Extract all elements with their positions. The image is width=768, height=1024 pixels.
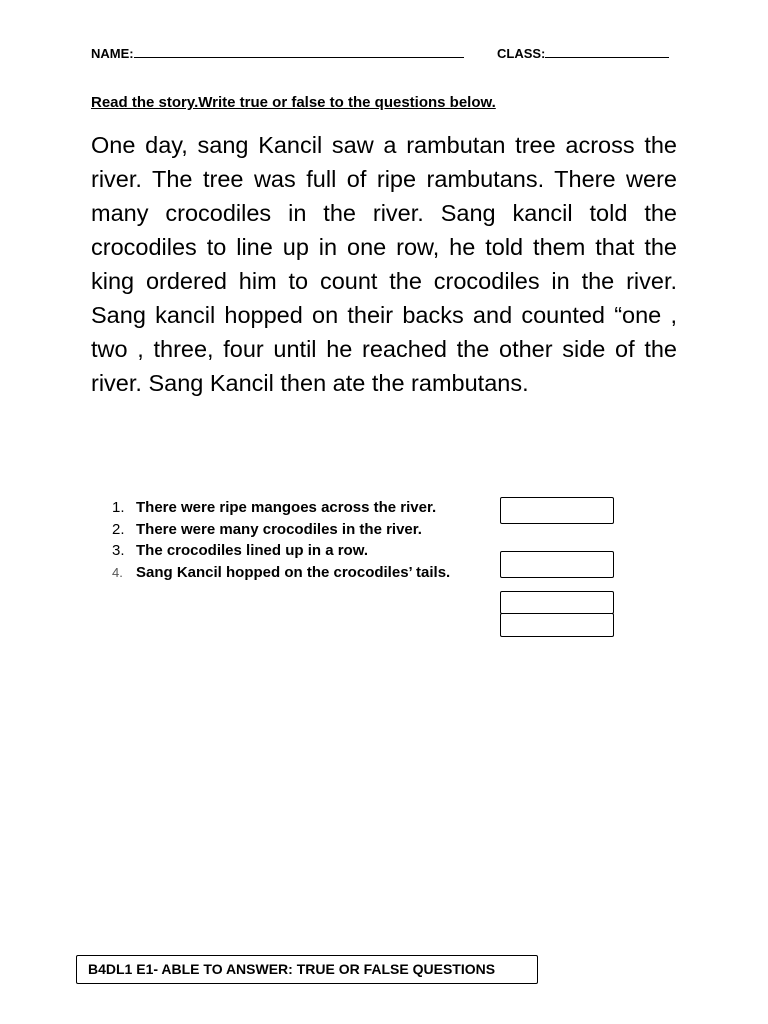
question-text: There were many crocodiles in the river. xyxy=(136,520,422,538)
answer-box-2[interactable] xyxy=(500,551,614,578)
answer-box-3[interactable] xyxy=(500,591,614,614)
answer-box-4[interactable] xyxy=(500,613,614,637)
question-text: The crocodiles lined up in a row. xyxy=(136,542,368,559)
question-text: There were ripe mangoes across the river. xyxy=(136,499,437,516)
question-list xyxy=(112,497,450,583)
name-label: NAME: xyxy=(91,46,134,61)
question-item xyxy=(112,497,450,519)
class-label: CLASS: xyxy=(497,46,546,61)
class-blank-line[interactable] xyxy=(545,45,669,58)
instruction-heading: Read the story.Write true or false to the questions below. xyxy=(91,94,496,111)
question-item xyxy=(112,540,450,562)
question-item xyxy=(112,562,450,584)
student-info-header xyxy=(91,45,681,65)
question-number: 2. xyxy=(112,520,125,538)
story-paragraph: One day, sang Kancil saw a rambutan tree across the river. The tree was full of ripe rambutans. There were many crocodiles in the river. Sang kancil told the crocodiles to line up in one row, he told them that the king ordered him to count the crocodiles in the river. Sang kancil hopped on their backs and counted “one , two , three, four until he reached the other side of the river. Sang Kancil then ate the rambutans. xyxy=(91,132,677,396)
name-blank-line[interactable] xyxy=(134,45,464,58)
learning-standard-label: B4DL1 E1- ABLE TO ANSWER: TRUE OR FALSE QUESTIONS xyxy=(76,955,538,984)
name-field xyxy=(91,45,464,61)
question-number: 4. xyxy=(112,564,123,580)
question-number: 3. xyxy=(112,542,125,559)
class-field xyxy=(497,45,669,61)
answer-box-1[interactable] xyxy=(500,497,614,524)
question-number: 1. xyxy=(112,499,125,516)
question-text: Sang Kancil hopped on the crocodiles’ tails. xyxy=(136,563,451,581)
question-item xyxy=(112,519,450,541)
